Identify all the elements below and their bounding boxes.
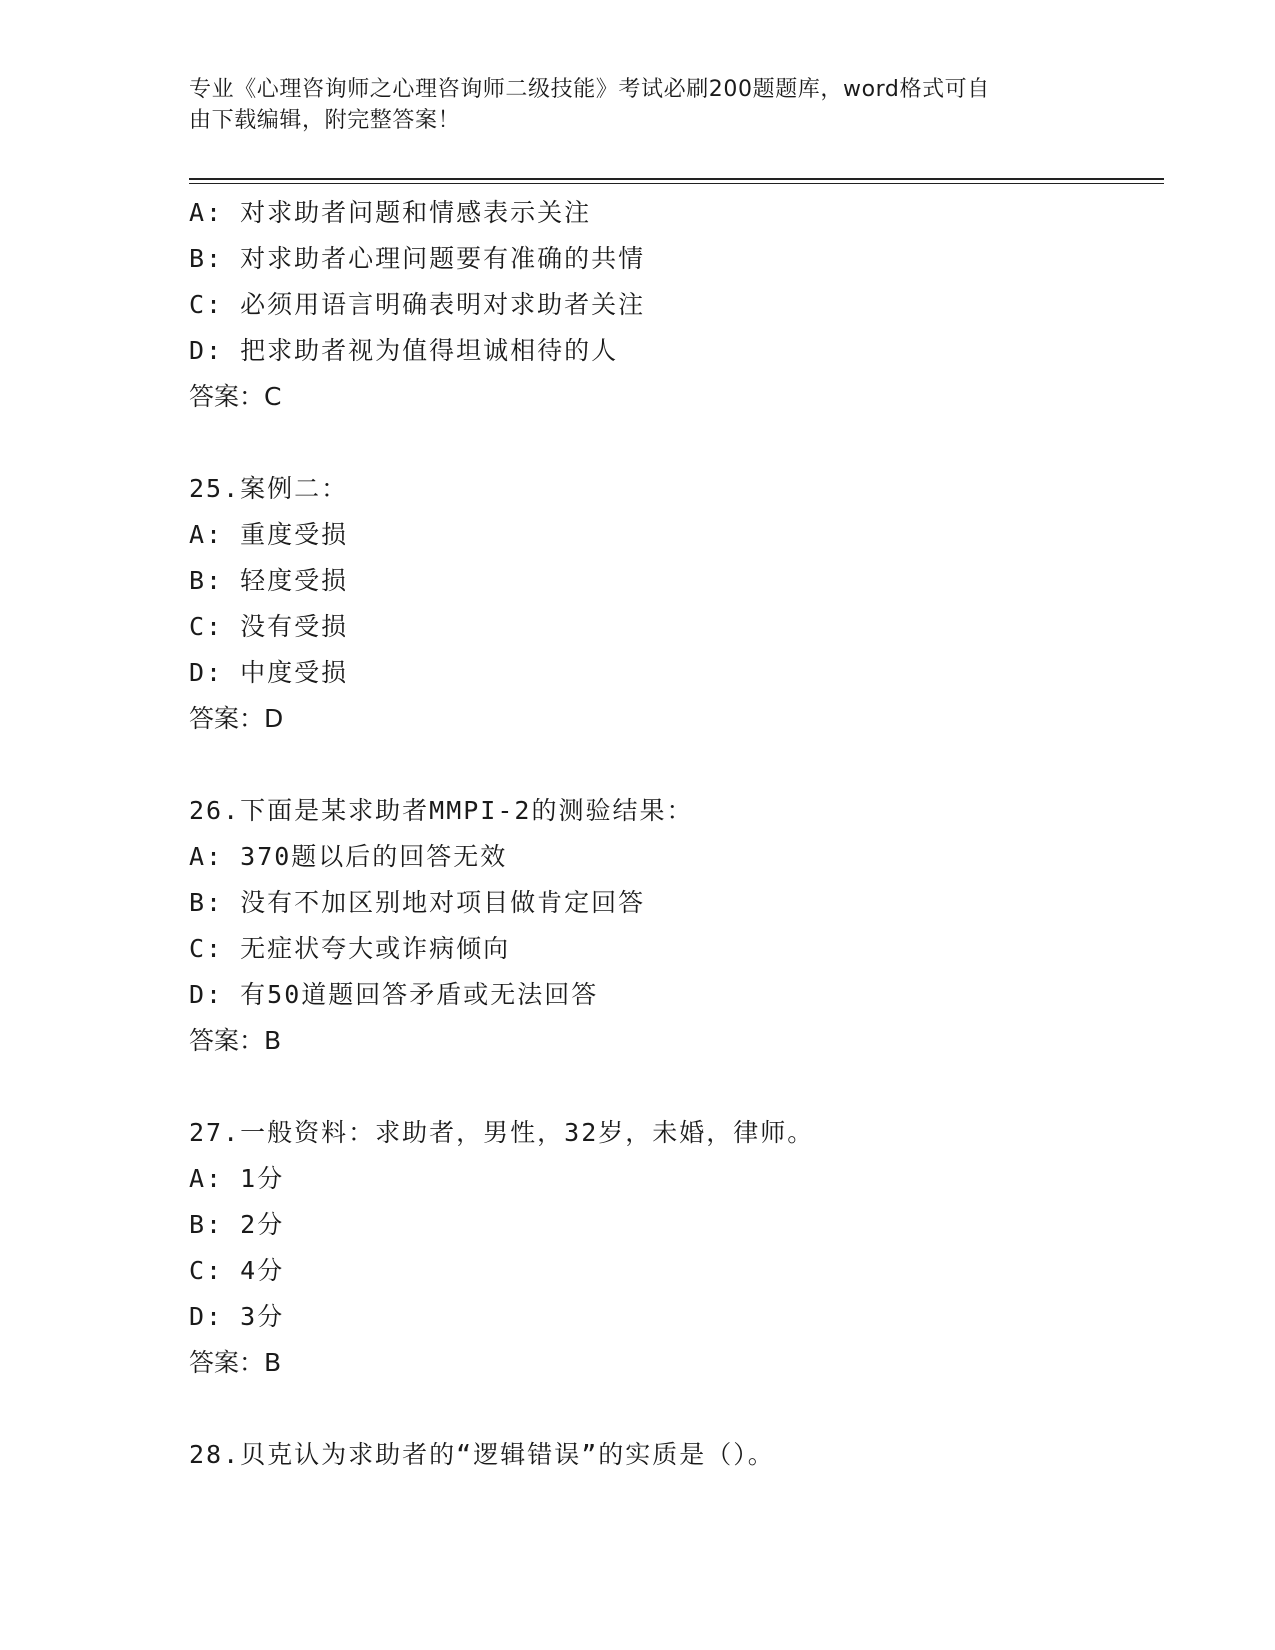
answer: 答案：B [189,1026,282,1055]
option-d: D: 3分 [189,1302,285,1331]
spacer [189,420,1164,466]
option-c: C: 必须用语言明确表明对求助者关注 [189,290,646,319]
option-b: B: 对求助者心理问题要有准确的共情 [189,244,646,273]
header-line-1: 专业《心理咨询师之心理咨询师二级技能》考试必刷200题题库，word格式可自 [189,77,990,102]
option-d: D: 把求助者视为值得坦诚相待的人 [189,336,619,365]
answer: 答案：B [189,1348,282,1377]
answer: 答案：D [189,704,284,733]
spacer [189,1064,1164,1110]
question-stem: 28.贝克认为求助者的“逻辑错误”的实质是（）。 [189,1440,775,1469]
spacer [189,1386,1164,1432]
option-b: B: 没有不加区别地对项目做肯定回答 [189,888,646,917]
question-stem: 25.案例二： [189,474,349,503]
document-header [189,74,1069,136]
option-b: B: 轻度受损 [189,566,349,595]
spacer [189,742,1164,788]
question-28 [189,1432,1164,1478]
option-c: C: 没有受损 [189,612,349,641]
option-c: C: 无症状夸大或诈病倾向 [189,934,511,963]
option-b: B: 2分 [189,1210,285,1239]
header-divider-thick [189,178,1164,180]
option-a: A: 对求助者问题和情感表示关注 [189,198,592,227]
question-stem: 26.下面是某求助者MMPI-2的测验结果： [189,796,694,825]
option-a: A: 370题以后的回答无效 [189,842,508,871]
header-divider-thin [189,183,1164,184]
question-24 [189,190,1164,420]
header-line-2: 由下载编辑，附完整答案！ [189,108,461,133]
option-d: D: 中度受损 [189,658,349,687]
answer: 答案：C [189,382,282,411]
option-a: A: 1分 [189,1164,285,1193]
question-list [189,190,1164,1478]
question-25 [189,466,1164,742]
question-27 [189,1110,1164,1386]
option-c: C: 4分 [189,1256,285,1285]
question-26 [189,788,1164,1064]
question-stem: 27.一般资料：求助者，男性，32岁，未婚，律师。 [189,1118,815,1147]
option-a: A: 重度受损 [189,520,349,549]
option-d: D: 有50道题回答矛盾或无法回答 [189,980,599,1009]
